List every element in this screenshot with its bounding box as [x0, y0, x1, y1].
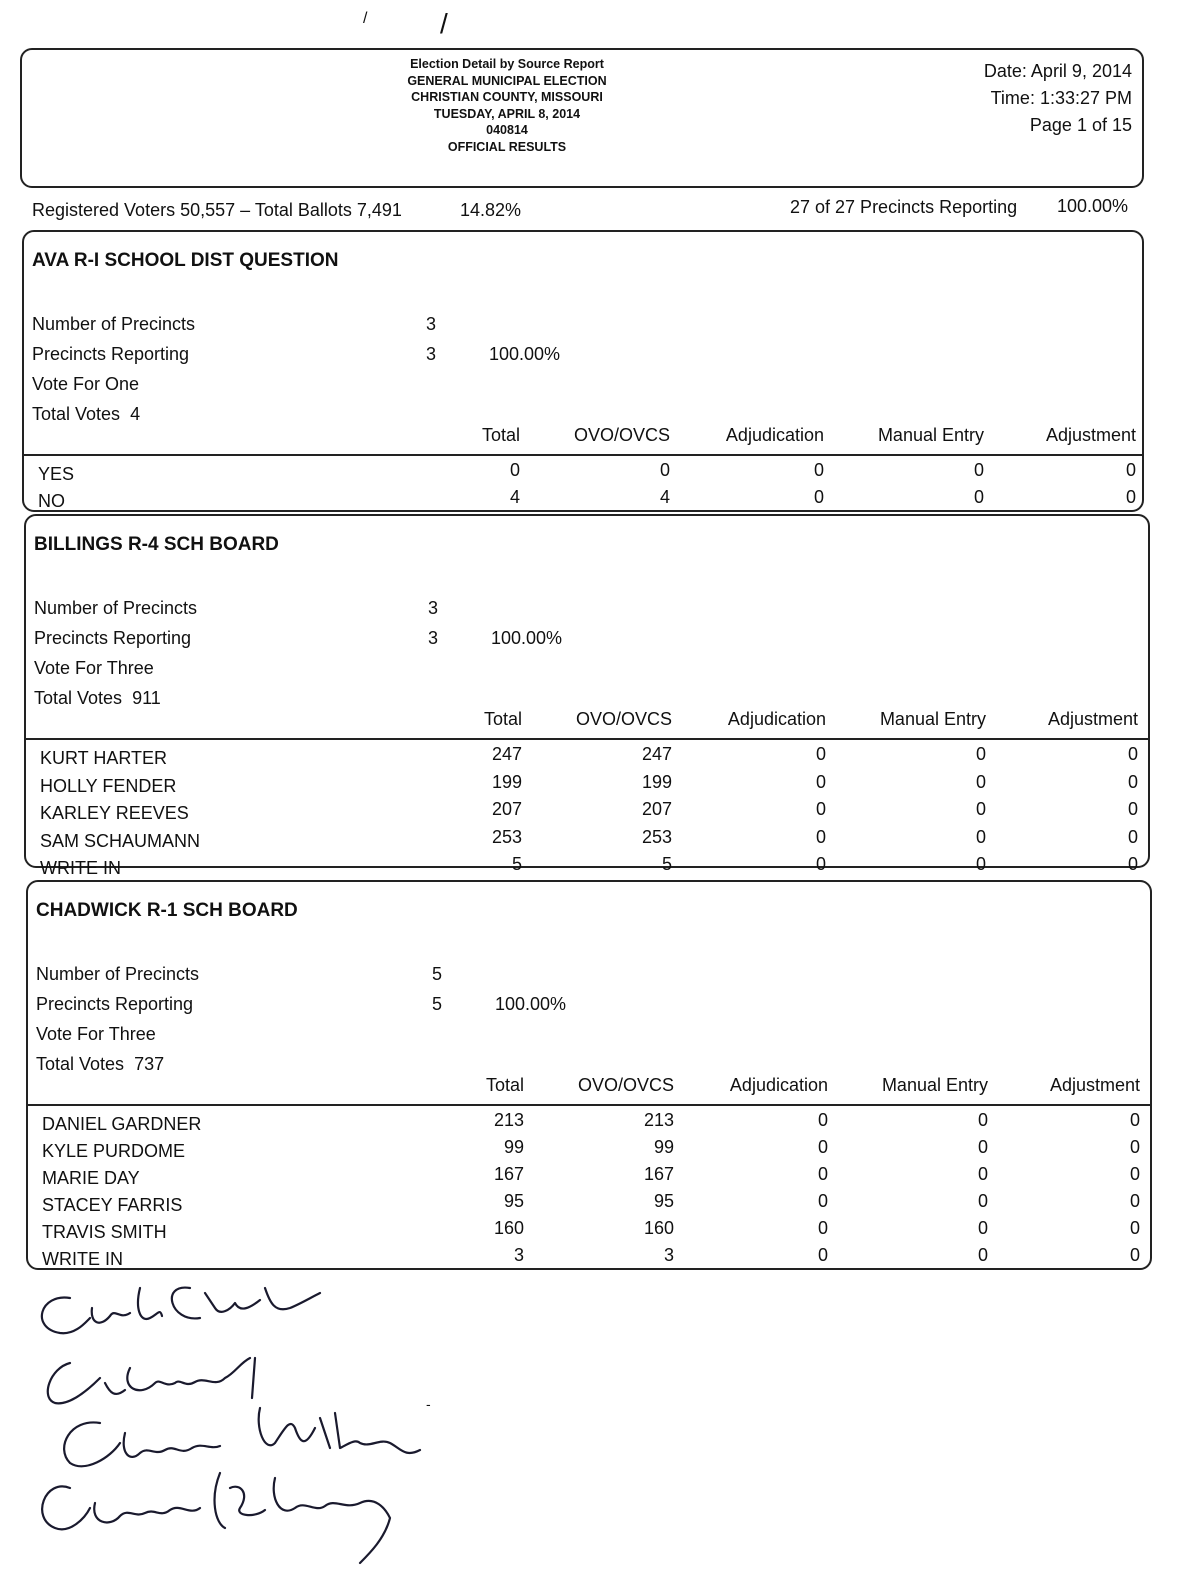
manual-entry-value: 0 [977, 1245, 988, 1265]
manual-entry-value: 0 [975, 771, 986, 792]
contest-title: BILLINGS R-4 SCH BOARD [34, 534, 279, 555]
manual-entry-value: 0 [977, 1191, 988, 1211]
choice-name: KURT HARTER [40, 748, 168, 768]
total-value: 199 [491, 771, 522, 792]
contest-billings-school-board [24, 514, 1150, 878]
turnout-percent: 14.82% [460, 200, 522, 220]
manual-entry-value: 0 [977, 1137, 988, 1157]
total-votes-label: Total Votes [32, 404, 121, 424]
manual-entry-value: 0 [977, 1218, 988, 1238]
choice-name: WRITE IN [40, 858, 121, 878]
adjudication-value: 0 [815, 771, 826, 792]
col-header-total: Total [485, 1075, 524, 1095]
number-of-precincts-label: Number of Precincts [34, 598, 198, 618]
column-header-rule [28, 1104, 1150, 1106]
total-votes-line [32, 404, 140, 425]
adjudication-value: 0 [813, 460, 824, 480]
choice-name: MARIE DAY [42, 1168, 140, 1188]
table-row [28, 1137, 1150, 1164]
manual-entry-value: 0 [975, 744, 986, 764]
table-row [28, 1164, 1150, 1191]
adjustment-value: 0 [1127, 744, 1138, 764]
adjudication-value: 0 [817, 1191, 828, 1211]
adjustment-value: 0 [1125, 460, 1136, 480]
total-votes-line [36, 1054, 164, 1075]
col-header-manual-entry: Manual Entry [881, 1075, 988, 1095]
adjustment-value: 0 [1129, 1164, 1140, 1184]
report-title: Election Detail by Source Report [410, 57, 604, 71]
adjustment-value: 0 [1129, 1110, 1140, 1130]
col-header-adjustment: Adjustment [1047, 709, 1138, 729]
ovo-value: 253 [641, 826, 672, 847]
ovo-value: 95 [653, 1191, 674, 1211]
contest-title: AVA R-I SCHOOL DIST QUESTION [32, 250, 339, 271]
ovo-value: 247 [641, 744, 672, 764]
precincts-reporting-percent: 100.00% [491, 628, 563, 648]
col-header-adjustment: Adjustment [1045, 425, 1136, 445]
number-of-precincts-value: 3 [428, 598, 439, 618]
page-number: Page 1 of 15 [1029, 115, 1132, 135]
ovo-value: 199 [641, 771, 672, 792]
choice-name: KARLEY REEVES [40, 803, 189, 823]
total-votes-value: 737 [134, 1054, 165, 1074]
choice-name: TRAVIS SMITH [42, 1222, 167, 1242]
manual-entry-value: 0 [973, 460, 984, 480]
table-row [24, 460, 1142, 487]
ovo-value: 160 [643, 1218, 674, 1238]
choice-name: SAM SCHAUMANN [40, 830, 201, 851]
number-of-precincts-label: Number of Precincts [36, 964, 200, 984]
adjustment-value: 0 [1129, 1245, 1140, 1265]
total-value: 4 [509, 487, 520, 507]
number-of-precincts-value: 3 [426, 314, 437, 334]
scan-mark: / [440, 8, 448, 39]
adjustment-value: 0 [1127, 799, 1138, 819]
column-header-rule [26, 738, 1148, 740]
contest-ava-school-question [22, 230, 1144, 512]
precincts-reporting-summary: 27 of 27 Precincts Reporting [790, 197, 1018, 217]
report-header [20, 48, 1144, 188]
table-row [28, 1110, 1150, 1137]
adjudication-value: 0 [817, 1164, 828, 1184]
total-value: 95 [503, 1191, 524, 1211]
total-value: 5 [511, 854, 522, 874]
signature-4 [42, 1473, 390, 1563]
column-header-rule [24, 454, 1142, 456]
precincts-reporting-value: 5 [432, 994, 443, 1014]
col-header-adjudication: Adjudication [725, 425, 824, 445]
adjustment-value: 0 [1129, 1218, 1140, 1238]
report-title-block [322, 56, 692, 155]
table-row [26, 772, 1148, 799]
adjudication-value: 0 [817, 1137, 828, 1157]
total-value: 247 [491, 744, 522, 764]
total-value: 0 [509, 460, 520, 480]
col-header-manual-entry: Manual Entry [877, 425, 984, 445]
signature-3 [64, 1408, 420, 1466]
manual-entry-value: 0 [977, 1110, 988, 1130]
manual-entry-value: 0 [973, 487, 984, 507]
ovo-value: 99 [653, 1137, 674, 1157]
election-date: TUESDAY, APRIL 8, 2014 [433, 106, 581, 121]
report-meta [984, 58, 1132, 139]
choice-name: HOLLY FENDER [40, 775, 177, 796]
signature-2 [48, 1358, 255, 1403]
ovo-value: 213 [643, 1110, 674, 1130]
col-header-adjudication: Adjudication [729, 1075, 828, 1095]
election-code: 040814 [486, 123, 528, 137]
col-header-ovo: OVO/OVCS [577, 1075, 674, 1095]
col-header-manual-entry: Manual Entry [879, 709, 986, 729]
ovo-value: 0 [659, 460, 670, 480]
precincts-reporting-value: 3 [428, 628, 439, 648]
table-row [28, 1218, 1150, 1245]
adjustment-value: 0 [1127, 826, 1138, 847]
ovo-value: 4 [659, 487, 670, 507]
adjudication-value: 0 [817, 1245, 828, 1265]
adjudication-value: 0 [815, 799, 826, 819]
col-header-total: Total [483, 709, 522, 729]
vote-for-label: Vote For One [32, 374, 140, 394]
precincts-reporting-value: 3 [426, 344, 437, 364]
choice-name: KYLE PURDOME [42, 1141, 186, 1161]
adjudication-value: 0 [815, 744, 826, 764]
signature-1 [42, 1288, 320, 1334]
adjustment-value: 0 [1127, 854, 1138, 874]
adjustment-value: 0 [1129, 1191, 1140, 1211]
total-value: 3 [513, 1245, 524, 1265]
col-header-ovo: OVO/OVCS [573, 425, 670, 445]
col-header-ovo: OVO/OVCS [575, 709, 672, 729]
signatures [30, 1278, 460, 1578]
precincts-reporting-percent: 100.00% [495, 994, 567, 1014]
report-time: Time: 1:33:27 PM [990, 88, 1132, 108]
total-value: 167 [493, 1164, 524, 1184]
table-row [26, 799, 1148, 826]
precincts-reporting-percent: 100.00% [1057, 196, 1129, 216]
total-value: 160 [493, 1218, 524, 1238]
contest-chadwick-school-board [26, 880, 1152, 1270]
precincts-reporting-label: Precincts Reporting [32, 344, 190, 364]
adjustment-value: 0 [1125, 487, 1136, 507]
ovo-value: 5 [661, 854, 672, 874]
col-header-total: Total [481, 425, 520, 445]
total-votes-value: 911 [132, 688, 161, 708]
total-votes-value: 4 [130, 404, 141, 424]
adjudication-value: 0 [815, 826, 826, 847]
total-value: 253 [491, 826, 522, 847]
adjudication-value: 0 [815, 854, 826, 874]
ovo-value: 3 [663, 1245, 674, 1265]
adjustment-value: 0 [1127, 771, 1138, 792]
choice-name: YES [38, 464, 75, 484]
table-row [26, 827, 1148, 854]
voters-ballots: Registered Voters 50,557 – Total Ballots 7,491 [32, 200, 402, 220]
total-votes-line [34, 688, 161, 709]
choice-name: WRITE IN [42, 1249, 123, 1269]
manual-entry-value: 0 [977, 1164, 988, 1184]
table-row [26, 854, 1148, 881]
number-of-precincts-label: Number of Precincts [32, 314, 196, 334]
manual-entry-value: 0 [975, 854, 986, 874]
report-date: Date: April 9, 2014 [983, 61, 1132, 81]
scan-mark: - [426, 1396, 431, 1412]
election-name: GENERAL MUNICIPAL ELECTION [407, 73, 607, 88]
choice-name: NO [38, 491, 65, 511]
table-row [28, 1191, 1150, 1218]
total-value: 213 [493, 1110, 524, 1130]
scan-mark: / [363, 10, 368, 27]
adjudication-value: 0 [817, 1218, 828, 1238]
precincts-reporting-percent: 100.00% [489, 344, 561, 364]
manual-entry-value: 0 [975, 826, 986, 847]
total-value: 207 [491, 799, 522, 819]
choice-name: DANIEL GARDNER [42, 1114, 202, 1134]
precincts-reporting-label: Precincts Reporting [34, 628, 192, 648]
table-row [28, 1245, 1150, 1272]
ovo-value: 207 [641, 799, 672, 819]
vote-for-label: Vote For Three [36, 1024, 156, 1044]
table-row [26, 744, 1148, 771]
col-header-adjudication: Adjudication [727, 709, 826, 729]
county-name: CHRISTIAN COUNTY, MISSOURI [411, 90, 603, 104]
col-header-adjustment: Adjustment [1049, 1075, 1140, 1095]
contest-title: CHADWICK R-1 SCH BOARD [36, 900, 298, 921]
adjudication-value: 0 [817, 1110, 828, 1130]
total-votes-label: Total Votes [36, 1054, 125, 1074]
number-of-precincts-value: 5 [432, 964, 443, 984]
manual-entry-value: 0 [975, 799, 986, 819]
total-votes-label: Total Votes [34, 688, 123, 708]
choice-name: STACEY FARRIS [42, 1195, 183, 1215]
table-row [24, 487, 1142, 514]
ovo-value: 167 [643, 1164, 674, 1184]
results-status: OFFICIAL RESULTS [447, 139, 567, 154]
total-value: 99 [503, 1137, 524, 1157]
adjustment-value: 0 [1129, 1137, 1140, 1157]
precincts-reporting-label: Precincts Reporting [36, 994, 194, 1014]
adjudication-value: 0 [813, 487, 824, 507]
vote-for-label: Vote For Three [34, 658, 154, 678]
